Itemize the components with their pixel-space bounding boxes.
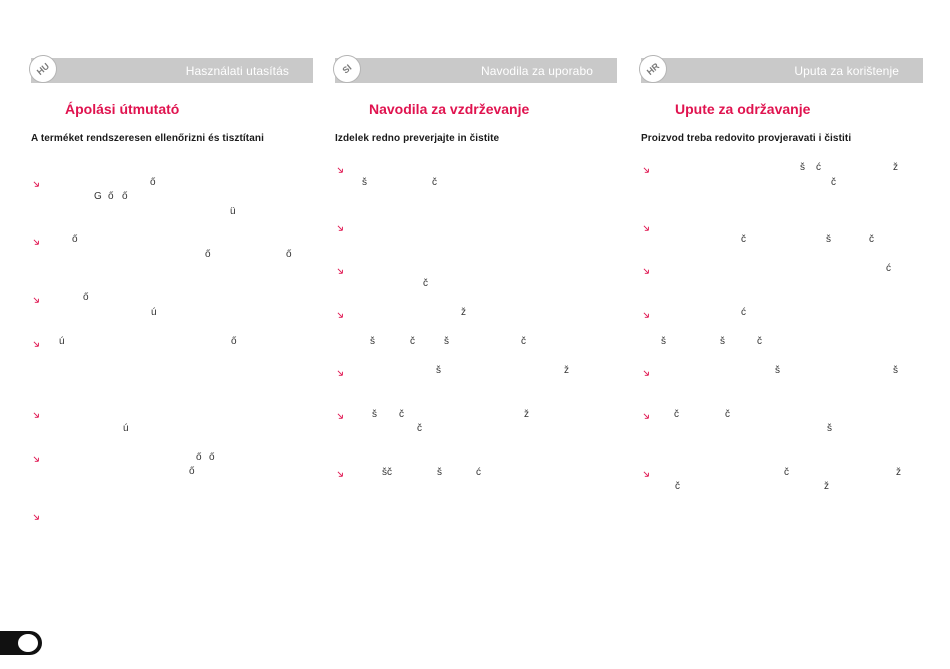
- text-glyph: ž: [893, 162, 898, 173]
- section-banner: [641, 58, 923, 83]
- section-subheading: Izdelek redno preverjajte in čistite: [335, 133, 500, 144]
- hand-pointer-icon: [643, 224, 652, 233]
- text-glyph: ő: [231, 336, 237, 347]
- hand-pointer-icon: [337, 470, 346, 479]
- text-glyph: š: [370, 336, 375, 347]
- text-glyph: č: [869, 234, 874, 245]
- language-badge: HR: [633, 49, 672, 88]
- text-glyph: š: [372, 409, 377, 420]
- text-glyph: š: [775, 365, 780, 376]
- page-tab-dot: [18, 634, 38, 652]
- text-glyph: č: [410, 336, 415, 347]
- text-glyph: ő: [150, 177, 156, 188]
- banner-title: Uputa za korištenje: [794, 64, 899, 78]
- hand-pointer-icon: [643, 166, 652, 175]
- hand-pointer-icon: [337, 267, 346, 276]
- hand-pointer-icon: [33, 180, 42, 189]
- text-glyph: ž: [824, 481, 829, 492]
- language-badge: HU: [23, 49, 62, 88]
- section-heading: Navodila za vzdrževanje: [369, 101, 530, 117]
- text-glyph: č: [432, 177, 437, 188]
- text-glyph: č: [725, 409, 730, 420]
- text-glyph: ž: [524, 409, 529, 420]
- text-glyph: ž: [564, 365, 569, 376]
- banner-title: Használati utasítás: [185, 64, 289, 78]
- text-glyph: ć: [741, 307, 746, 318]
- hand-pointer-icon: [33, 296, 42, 305]
- hand-pointer-icon: [643, 369, 652, 378]
- page-tab-icon: [0, 631, 42, 655]
- text-glyph: ő: [83, 292, 89, 303]
- hand-pointer-icon: [337, 224, 346, 233]
- text-glyph: ú: [123, 423, 129, 434]
- column-si: [335, 58, 617, 618]
- hand-pointer-icon: [33, 238, 42, 247]
- text-glyph: ő: [108, 191, 114, 202]
- text-glyph: ő: [205, 249, 211, 260]
- text-glyph: ő: [189, 466, 195, 477]
- hand-pointer-icon: [643, 267, 652, 276]
- hand-pointer-icon: [337, 412, 346, 421]
- hand-pointer-icon: [337, 166, 346, 175]
- section-heading: Ápolási útmutató: [65, 101, 180, 117]
- text-glyph: č: [831, 177, 836, 188]
- language-badge: SI: [327, 49, 366, 88]
- text-glyph: ž: [461, 307, 466, 318]
- text-glyph: č: [675, 481, 680, 492]
- text-glyph: č: [521, 336, 526, 347]
- text-glyph: č: [757, 336, 762, 347]
- hand-pointer-icon: [33, 455, 42, 464]
- hand-pointer-icon: [643, 412, 652, 421]
- hand-pointer-icon: [643, 470, 652, 479]
- text-glyph: š: [436, 365, 441, 376]
- text-glyph: č: [417, 423, 422, 434]
- hand-pointer-icon: [33, 340, 42, 349]
- text-glyph: č: [674, 409, 679, 420]
- text-glyph: č: [741, 234, 746, 245]
- text-glyph: ć: [886, 263, 891, 274]
- text-glyph: ő: [122, 191, 128, 202]
- text-glyph: šč: [382, 467, 392, 478]
- banner-title: Navodila za uporabo: [481, 64, 593, 78]
- text-glyph: č: [784, 467, 789, 478]
- text-glyph: ć: [476, 467, 481, 478]
- text-glyph: š: [800, 162, 805, 173]
- text-glyph: š: [661, 336, 666, 347]
- text-glyph: š: [362, 177, 367, 188]
- text-glyph: č: [399, 409, 404, 420]
- text-glyph: ü: [230, 206, 236, 217]
- text-glyph: ú: [59, 336, 65, 347]
- text-glyph: š: [720, 336, 725, 347]
- text-glyph: ő: [196, 452, 202, 463]
- text-glyph: ő: [286, 249, 292, 260]
- hand-pointer-icon: [643, 311, 652, 320]
- text-glyph: š: [893, 365, 898, 376]
- text-glyph: G: [94, 191, 102, 202]
- text-glyph: š: [437, 467, 442, 478]
- text-glyph: š: [827, 423, 832, 434]
- text-glyph: ő: [209, 452, 215, 463]
- section-heading: Upute za održavanje: [675, 101, 811, 117]
- section-banner: [31, 58, 313, 83]
- column-hu: [31, 58, 313, 618]
- text-glyph: ž: [896, 467, 901, 478]
- text-glyph: š: [444, 336, 449, 347]
- text-glyph: č: [423, 278, 428, 289]
- hand-pointer-icon: [33, 513, 42, 522]
- column-hr: [641, 58, 923, 618]
- hand-pointer-icon: [33, 411, 42, 420]
- text-glyph: ő: [72, 234, 78, 245]
- section-subheading: Proizvod treba redovito provjeravati i čistiti: [641, 133, 852, 144]
- hand-pointer-icon: [337, 311, 346, 320]
- text-glyph: ć: [816, 162, 821, 173]
- text-glyph: š: [826, 234, 831, 245]
- section-banner: [335, 58, 617, 83]
- text-glyph: ú: [151, 307, 157, 318]
- hand-pointer-icon: [337, 369, 346, 378]
- section-subheading: A terméket rendszeresen ellenőrizni és tisztítani: [31, 133, 264, 144]
